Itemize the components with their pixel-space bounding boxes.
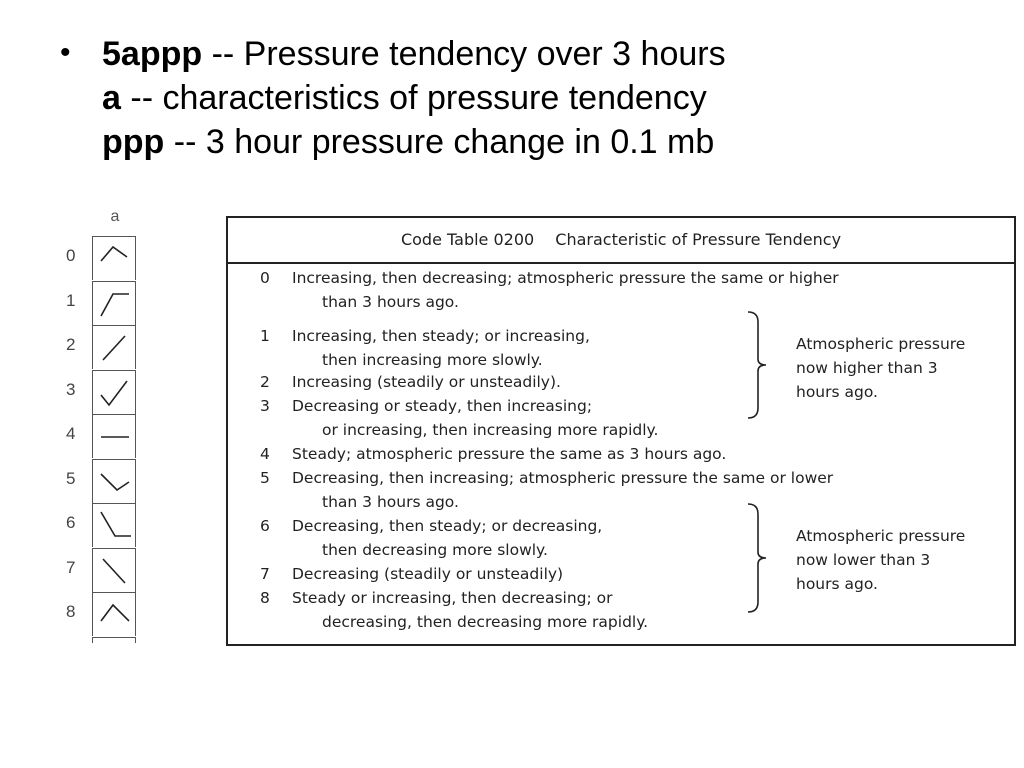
entry-continuation: decreasing, then decreasing more rapidly. bbox=[322, 613, 649, 631]
group-label: now lower than 3 bbox=[796, 551, 931, 569]
symbol-code: 5 bbox=[66, 468, 76, 488]
group-description: -- 3 hour pressure change in 0.1 mb bbox=[164, 123, 715, 161]
symbol-code: 8 bbox=[66, 602, 76, 621]
symbol-code: 6 bbox=[66, 513, 76, 532]
group-label: Atmospheric pressure bbox=[796, 527, 966, 545]
symbol-row bbox=[60, 414, 150, 458]
group-code: ppp bbox=[102, 123, 165, 161]
symbol-code: 2 bbox=[66, 335, 76, 354]
symbol-row bbox=[60, 236, 150, 280]
entry-code: 8 bbox=[260, 589, 270, 607]
entry-continuation: or increasing, then increasing more rapidly. bbox=[322, 421, 659, 439]
entry-text: Increasing, then decreasing; atmospheric pressure the same or higher bbox=[292, 269, 839, 287]
group-description: -- Pressure tendency over 3 hours bbox=[202, 35, 726, 73]
entry-continuation: than 3 hours ago. bbox=[322, 293, 459, 311]
symbol-row bbox=[60, 459, 150, 503]
group-description: -- characteristics of pressure tendency bbox=[120, 79, 707, 117]
entry-text: Increasing (steadily or unsteadily). bbox=[292, 373, 561, 391]
entry-text: Steady; atmospheric pressure the same as 3 hours ago. bbox=[292, 445, 727, 463]
rise-then-fall-icon bbox=[92, 236, 136, 280]
group-label: Atmospheric pressure bbox=[796, 335, 966, 353]
entry-text: Increasing, then steady; or increasing, bbox=[292, 327, 590, 345]
steady-icon bbox=[92, 414, 136, 458]
fall-then-steady-icon bbox=[92, 503, 136, 547]
bullet-line bbox=[102, 76, 922, 120]
symbol-row bbox=[60, 325, 150, 369]
entry-code: 2 bbox=[260, 373, 270, 391]
symbol-code: 1 bbox=[66, 290, 76, 310]
entry-code: 7 bbox=[260, 565, 270, 583]
steady-or-rise-then-fall-icon bbox=[92, 592, 136, 636]
tendency-symbol-column bbox=[60, 208, 150, 648]
fall-then-rise-icon bbox=[92, 370, 136, 414]
entry-text: Decreasing (steadily or unsteadily) bbox=[292, 565, 564, 583]
rise-then-steady-icon bbox=[92, 281, 136, 325]
entry-code: 5 bbox=[260, 469, 270, 487]
entry-text: Decreasing, then increasing; atmospheric pressure the same or lower bbox=[292, 469, 834, 487]
entry-code: 3 bbox=[260, 397, 270, 415]
bullet-lines bbox=[102, 32, 922, 164]
symbol-code: 7 bbox=[66, 557, 76, 577]
symbol-code: 0 bbox=[66, 246, 76, 265]
symbol-code: 3 bbox=[66, 379, 76, 399]
symbol-code: 4 bbox=[66, 424, 76, 443]
symbol-row bbox=[60, 503, 150, 547]
fall-then-rise-same-icon bbox=[92, 459, 136, 503]
symbol-column-header: a bbox=[110, 208, 120, 225]
group-label: now higher than 3 bbox=[796, 359, 938, 377]
group-brace bbox=[744, 502, 774, 614]
entry-continuation: then decreasing more slowly. bbox=[322, 541, 548, 559]
code-table bbox=[226, 216, 1016, 646]
symbol-row bbox=[60, 592, 150, 636]
group-code: a bbox=[102, 79, 121, 117]
bullet-line bbox=[102, 32, 922, 76]
group-brace bbox=[744, 310, 774, 420]
entry-code: 6 bbox=[260, 517, 270, 535]
code-table-number: Code Table 0200 bbox=[400, 230, 535, 249]
entry-code: 4 bbox=[260, 445, 270, 463]
entry-text: Decreasing, then steady; or decreasing, bbox=[292, 517, 603, 535]
group-label: hours ago. bbox=[796, 575, 878, 593]
symbol-column-bottom bbox=[92, 637, 136, 643]
bullet-dot: • bbox=[60, 36, 71, 69]
rising-icon bbox=[92, 325, 136, 369]
entry-continuation: than 3 hours ago. bbox=[322, 493, 459, 511]
code-table-header bbox=[228, 218, 1014, 264]
code-table-title: Characteristic of Pressure Tendency bbox=[555, 230, 842, 249]
entry-code: 1 bbox=[260, 327, 270, 345]
entry-text: Decreasing or steady, then increasing; bbox=[292, 397, 593, 415]
symbol-row bbox=[60, 281, 150, 325]
bullet-line bbox=[102, 120, 922, 164]
entry-code: 0 bbox=[260, 269, 270, 287]
falling-icon bbox=[92, 548, 136, 592]
entry-text: Steady or increasing, then decreasing; or bbox=[292, 589, 613, 607]
entry-continuation: then increasing more slowly. bbox=[322, 351, 543, 369]
group-code: 5appp bbox=[102, 35, 203, 73]
group-label: hours ago. bbox=[796, 383, 878, 401]
symbol-row bbox=[60, 370, 150, 414]
symbol-row bbox=[60, 548, 150, 592]
